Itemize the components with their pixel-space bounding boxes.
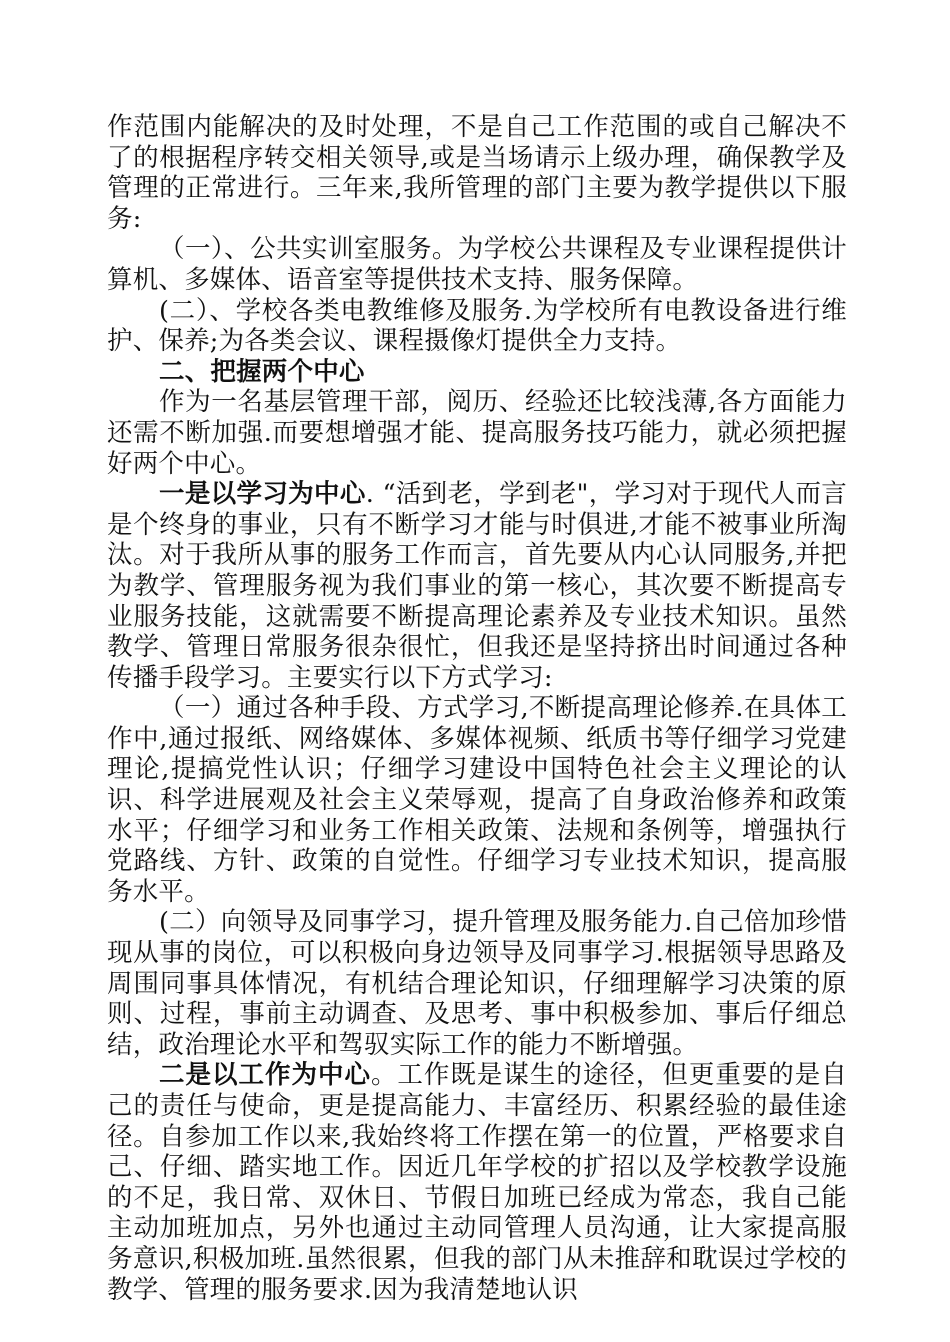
work-center-text: 。工作既是谋生的途径，但更重要的是自己的责任与使命，更是提高能力、丰富经历、积累经验的最佳途径。自参加工作以来,我始终将工作摆在第一的位置，严格要求自己、仔细、踏实地工作。因近几年学校的扩招以及学校教学设施的不足，我日常、双休日、节假日加班已经成为常态，我自己能主动加班加点，另外也通过主动同管理人员沟通，让大家提高服务意识,积极加班.虽然很累，但我的部门从未推辞和耽误过学校的教学、管理的服务要求.因为我清楚地认识 [107,1060,847,1305]
paragraph-1: 作范围内能解决的及时处理，不是自己工作范围的或自己解决不了的根据程序转交相关领导,或是当场请示上级办理，确保教学及管理的正常进行。三年来,我所管理的部门主要为教学提供以下服务: [107,112,847,234]
work-center-lead: 二是以工作为中心 [159,1060,371,1091]
document-body [107,112,847,1305]
study-center-lead: 一是以学习为中心 [159,479,366,510]
paragraph-service-2: (二）、学校各类电教维修及服务.为学校所有电教设备进行维护、保养;为各类会议、课程摄像灯提供全力支持。 [107,295,847,357]
study-center-text: . “活到老，学到老"，学习对于现代人而言是个终身的事业，只有不断学习才能与时俱进,才能不被事业所淘汰。对于我所从事的服务工作而言，首先要从内心认同服务,并把为教学、管理服务视为我们事业的第一核心，其次要不断提高专业服务技能，这就需要不断提高理论素养及专业技术知识。虽然教学、管理日常服务很杂很忙，但我还是坚持挤出时间通过各种传播手段学习。主要实行以下方式学习: [107,479,847,693]
section-heading: 二、把握两个中心 [159,356,365,387]
paragraph-study-method-1: （一）通过各种手段、方式学习,不断提高理论修养.在具体工作中,通过报纸、网络媒体、多媒体视频、纸质书等仔细学习党建理论,提搞党性认识；仔细学习建设中国特色社会主义理论的认识、科学进展观及社会主义荣辱观，提高了自身政治修养和政策水平；仔细学习和业务工作相关政策、法规和条例等，增强执行党路线、方针、政策的自觉性。仔细学习专业技术知识，提高服务水平。 [107,693,847,907]
paragraph-study-center [107,479,847,693]
paragraph-work-center [107,1060,847,1305]
paragraph-service-1: （一）、公共实训室服务。为学校公共课程及专业课程提供计算机、多媒体、语音室等提供技术支持、服务保障。 [107,234,847,295]
paragraph-intro: 作为一名基层管理干部，阅历、经验还比较浅薄,各方面能力还需不断加强.而要想增强才能、提高服务技巧能力，就必须把握好两个中心。 [107,387,847,479]
paragraph-study-method-2: (二）向领导及同事学习，提升管理及服务能力.自己倍加珍惜现从事的岗位，可以积极向身边领导及同事学习.根据领导思路及周围同事具体情况，有机结合理论知识，仔细理解学习决策的原则、过程，事前主动调查、及思考、事中积极参加、事后仔细总结，政治理论水平和驾驭实际工作的能力不断增强。 [107,907,847,1060]
